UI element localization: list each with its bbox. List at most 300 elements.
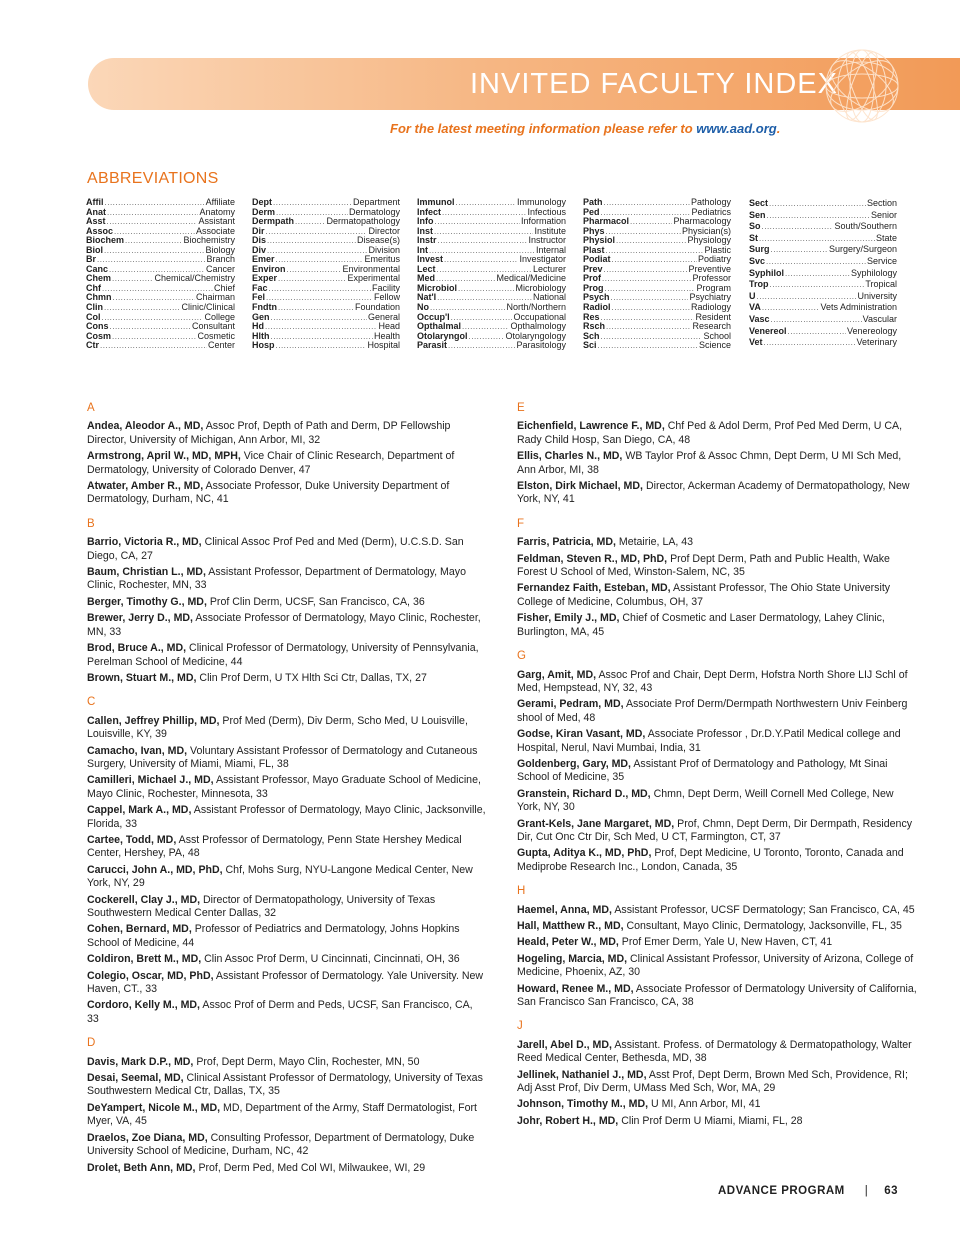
dot-leader <box>770 279 865 291</box>
dot-leader <box>97 255 205 265</box>
abbreviation-meaning: Chief <box>213 282 235 293</box>
faculty-affiliation: Chf Ped & Adol Derm, Prof Ped Med Derm, U CA, Rady Child Hosp, San Diego, CA, 48 <box>517 420 903 446</box>
abbreviation-meaning: University <box>857 290 897 301</box>
abbreviation-meaning: Foundation <box>354 302 400 313</box>
abbreviation-meaning: Information <box>520 216 566 227</box>
faculty-affiliation: Assistant Professor of Dermatology, Mayo Clinic, Jacksonville, Florida, 33 <box>87 804 486 830</box>
faculty-affiliation: Consultant, Mayo Clinic, Dermatology, Jacksonville, FL, 35 <box>626 920 902 932</box>
faculty-name: Armstrong, April W., MD, MPH, <box>87 450 241 463</box>
abbreviation-key: Biol <box>86 244 103 255</box>
faculty-entry <box>517 698 917 725</box>
faculty-entry <box>87 923 487 950</box>
dot-leader <box>269 284 371 294</box>
abbreviation-meaning: Physiology <box>687 235 731 246</box>
faculty-entry <box>87 566 487 593</box>
abbreviation-meaning: Opthalmology <box>510 321 566 332</box>
abbreviation-meaning: Institute <box>534 225 566 236</box>
abbreviation-meaning: Environmental <box>342 263 400 274</box>
abbreviation-key: Vet <box>749 337 763 348</box>
dot-leader <box>287 265 342 275</box>
faculty-affiliation: Associate Prof Derm/Dermpath Northwestern Univ Feinberg shool of Med, 48 <box>517 698 908 724</box>
abbreviation-key: Rsch <box>583 321 606 332</box>
abbreviation-row <box>749 326 897 338</box>
abbreviation-key: Hosp <box>252 340 275 351</box>
dot-leader <box>107 208 198 218</box>
faculty-entry <box>517 788 917 815</box>
faculty-name: Brod, Bruce A., MD, <box>87 642 187 655</box>
abbreviation-key: Sch <box>583 330 600 341</box>
faculty-affiliation: Director of Dermatopathology, University of Texas Southwestern Medical Center Dallas, 32 <box>87 893 436 919</box>
faculty-name: Camacho, Ivan, MD, <box>87 744 188 757</box>
abbreviation-key: Opthalmal <box>417 321 462 332</box>
abbreviation-meaning: North/Northern <box>506 302 566 313</box>
abbreviation-row <box>86 274 235 284</box>
footer-separator: | <box>864 1185 869 1197</box>
abbreviation-key: Vasc <box>749 313 770 324</box>
dot-leader <box>278 303 354 313</box>
faculty-entry <box>87 480 487 507</box>
abbreviation-meaning: Podiatry <box>697 254 731 265</box>
faculty-name: Cordoro, Kelly M., MD, <box>87 999 201 1012</box>
faculty-affiliation: Chmn, Dept Derm, Weill Cornell Med College, New York, NY, 30 <box>517 787 894 814</box>
faculty-affiliation: Prof, Chmn, Dept Derm, Dir Dermpath, Residency Dir, Cut Onc Ctr Dir, Sch Med, U CT, Farmington, CT, 37 <box>517 817 913 843</box>
faculty-affiliation: Prof, Derm Ped, Med Col WI, Milwaukee, WI, 29 <box>198 1161 426 1174</box>
faculty-affiliation: Prof Dept Derm, Path and Public Health, Wake Forest U School of Med, Winston-Salem, NC, 35 <box>517 552 890 579</box>
section-letter: A <box>87 402 95 414</box>
abbreviation-key: Res <box>583 311 600 322</box>
page-title: INVITED FACULTY INDEX <box>470 68 838 100</box>
dot-leader <box>438 236 528 246</box>
faculty-entry <box>517 553 917 580</box>
faculty-entry <box>517 904 917 917</box>
dot-leader <box>762 302 820 314</box>
abbreviation-row <box>86 341 235 351</box>
dot-leader <box>598 341 698 351</box>
abbreviation-key: Fndtn <box>252 302 277 313</box>
abbreviation-key: Occup'l <box>417 311 450 322</box>
abbreviation-key: Sen <box>749 209 766 220</box>
dot-leader <box>267 246 367 256</box>
faculty-name: Coldiron, Brett M., MD, <box>87 953 202 966</box>
letter-section <box>87 1037 487 1175</box>
faculty-affiliation: WB Taylor Prof & Assoc Chmn, Dept Derm, U MI Sch Med, Ann Arbor, MI, 38 <box>517 450 902 476</box>
abbreviation-key: Venereol <box>749 325 787 336</box>
abbreviation-row <box>749 279 897 291</box>
abbreviation-meaning: Physician(s) <box>681 225 731 236</box>
abbreviation-key: Br <box>86 254 97 265</box>
abbreviation-row <box>749 233 897 245</box>
abbreviation-meaning: Resident <box>695 311 731 322</box>
faculty-affiliation: Clin Assoc Prof Derm, U Cincinnati, Cincinnati, OH, 36 <box>204 953 460 966</box>
section-letter: F <box>517 517 525 530</box>
dot-leader <box>442 208 526 218</box>
dot-leader <box>265 322 377 332</box>
abbreviation-key: Affil <box>86 197 104 207</box>
abbreviation-key: Gen <box>252 311 270 322</box>
faculty-affiliation: Assistant Professor, Mayo Graduate School of Medicine, Mayo Clinic, Rochester, Minnesota, 33 <box>87 774 481 800</box>
abbreviation-meaning: Branch <box>206 254 235 265</box>
abbreviation-key: Sect <box>749 198 769 208</box>
dot-leader <box>278 274 346 284</box>
abbreviation-meaning: South/Southern <box>834 221 897 232</box>
abbreviation-key: Dis <box>252 235 267 246</box>
abbreviation-key: Canc <box>86 263 109 274</box>
dot-leader <box>104 246 204 256</box>
faculty-name: Berger, Timothy G., MD, <box>87 595 207 608</box>
abbreviation-meaning: Cancer <box>205 263 235 274</box>
faculty-name: Desai, Seemal, MD, <box>87 1072 184 1085</box>
faculty-entry <box>87 804 487 831</box>
abbreviation-meaning: Preventive <box>688 263 731 274</box>
abbreviation-meaning: Microbiology <box>515 282 566 293</box>
faculty-entry <box>517 420 917 447</box>
abbreviation-key: Col <box>86 311 101 322</box>
faculty-affiliation: Associate Professor of Dermatology University of California, San Francisco San Francisco, CA, 38 <box>517 982 917 1009</box>
abbreviation-key: Prof <box>583 273 601 284</box>
faculty-name: Hall, Matthew R., MD, <box>517 920 624 932</box>
abbreviation-meaning: Chemical/Chemistry <box>154 273 235 284</box>
abbreviation-column <box>749 198 897 349</box>
faculty-entry <box>87 672 487 685</box>
faculty-entry <box>87 715 487 742</box>
dot-leader <box>759 233 875 245</box>
abbreviation-meaning: Section <box>866 198 897 208</box>
dot-leader <box>771 244 828 256</box>
faculty-affiliation: Chief of Cosmetic and Laser Dermatology, Lahey Clinic, Burlington, MA, 45 <box>517 612 885 638</box>
abbreviation-row <box>749 256 897 268</box>
faculty-entry <box>87 970 487 997</box>
faculty-name: Fernandez Faith, Esteban, MD, <box>517 582 671 595</box>
abbreviation-key: Ctr <box>86 340 99 351</box>
dot-leader <box>112 332 196 342</box>
abbreviation-key: Infect <box>417 206 442 217</box>
footer-label: ADVANCE PROGRAM <box>718 1185 845 1197</box>
faculty-affiliation: Professor of Pediatrics and Dermatology, Johns Hopkins School of Medicine, 44 <box>87 923 460 949</box>
abbreviation-key: Dir <box>252 225 265 236</box>
faculty-entry <box>87 834 487 861</box>
abbreviation-row <box>749 221 897 233</box>
abbreviation-key: Inst <box>417 225 434 236</box>
abbreviation-row <box>583 341 731 351</box>
section-letter: D <box>87 1037 96 1050</box>
faculty-name: Ellis, Charles N., MD, <box>517 450 623 463</box>
faculty-name: Howard, Renee M., MD, <box>517 982 634 995</box>
faculty-affiliation: Assistant Professor of Dermatology. Yale University. New Haven, CT., 33 <box>87 969 484 996</box>
abbreviation-key: Surg <box>749 244 770 255</box>
abbreviation-meaning: Dermatopathology <box>326 216 400 227</box>
dot-leader <box>276 341 367 351</box>
abbreviation-meaning: Investigator <box>519 254 566 265</box>
faculty-entry <box>517 536 917 549</box>
letter-section <box>87 402 487 507</box>
abbreviation-key: Chf <box>86 282 101 293</box>
faculty-name: Draelos, Zoe Diana, MD, <box>87 1131 208 1144</box>
dot-leader <box>112 274 153 284</box>
dot-leader <box>769 198 866 210</box>
abbreviation-meaning: Anatomy <box>199 206 235 217</box>
abbreviation-key: Cons <box>86 321 109 332</box>
dot-leader <box>766 256 866 268</box>
abbreviation-key: Hlth <box>252 330 270 341</box>
abbreviation-meaning: Science <box>698 340 731 351</box>
faculty-name: Atwater, Amber R., MD, <box>87 480 204 493</box>
dot-leader <box>444 255 518 265</box>
faculty-entry <box>517 1039 917 1066</box>
faculty-name: Davis, Mark D.P., MD, <box>87 1055 194 1068</box>
abbreviation-key: Podiat <box>583 254 611 265</box>
faculty-name: Feldman, Steven R., MD, PhD, <box>517 552 668 565</box>
faculty-name: Cockerell, Clay J., MD, <box>87 893 201 906</box>
abbreviation-key: Microbiol <box>417 282 457 293</box>
faculty-entry <box>87 420 487 447</box>
abbreviation-key: So <box>749 221 761 232</box>
letter-section <box>87 518 487 685</box>
abbreviation-meaning: Psychiatry <box>689 292 731 303</box>
faculty-entry <box>517 818 917 845</box>
abbreviation-meaning: Center <box>207 340 235 351</box>
faculty-name: Heald, Peter W., MD, <box>517 936 619 949</box>
faculty-affiliation: Asst Professor of Dermatology, Penn State Hershey Medical Center, Hershey, PA, 48 <box>87 833 462 860</box>
dot-leader <box>448 341 515 351</box>
faculty-entry <box>87 894 487 921</box>
faculty-name: Drolet, Beth Ann, MD, <box>87 1161 196 1174</box>
faculty-index-left-column <box>87 400 487 1186</box>
faculty-entry <box>517 758 917 785</box>
tagline-text: For the latest meeting information please refer to <box>390 121 693 136</box>
abbreviation-key: Exper <box>252 273 278 284</box>
faculty-affiliation: Voluntary Assistant Professor of Dermatology and Cutaneous Surgery, University of Miami, Miami, FL, 38 <box>87 744 478 770</box>
dot-leader <box>110 322 191 332</box>
abbreviation-meaning: Health <box>373 330 400 341</box>
faculty-entry <box>87 774 487 801</box>
abbreviation-key: Lect <box>417 263 436 274</box>
faculty-affiliation: Associate Professor , Dr.D.Y.Patil Medical college and Hospital, Nerul, Navi Mumbai, India, 31 <box>517 728 901 754</box>
faculty-name: Cappel, Mark A., MD, <box>87 804 192 817</box>
abbreviation-meaning: Internal <box>535 244 566 255</box>
faculty-affiliation: Assoc Prof and Chair, Dept Derm, Hofstra North Shore LIJ Schl of Med, Hempstead, NY, 32, 43 <box>517 668 908 694</box>
letter-section <box>87 696 487 1026</box>
abbreviation-column <box>86 198 235 351</box>
abbreviation-meaning: Pathology <box>690 197 731 207</box>
faculty-entry <box>87 1072 487 1099</box>
aad-website-link[interactable]: www.aad.org <box>696 121 777 136</box>
faculty-affiliation: Chf, Mohs Surg, NYU-Langone Medical Center, New York, NY, 29 <box>87 863 473 890</box>
globe-wireframe-icon <box>820 44 904 128</box>
faculty-affiliation: Asst Prof, Dept Derm, Brown Med Sch, Providence, RI; Adj Asst Prof, Div Derm, UMass Med Sch, Wor, MA, 29 <box>517 1068 908 1095</box>
abbreviation-meaning: School <box>703 330 731 341</box>
abbreviation-key: Phys <box>583 225 605 236</box>
abbreviation-meaning: Emeritus <box>364 254 400 265</box>
faculty-affiliation: Vice Chair of Clinic Research, Department of Dermatology, University of Colorado Denver, 47 <box>87 450 455 476</box>
letter-section <box>517 650 917 874</box>
faculty-affiliation: Associate Professor, Duke University Department of Dermatology, Durham, NC, 41 <box>87 480 450 506</box>
dot-leader <box>107 217 198 227</box>
abbreviation-meaning: Cosmetic <box>197 330 235 341</box>
faculty-affiliation: Consulting Professor, Department of Dermatology, Duke University School of Medicine, Durham, NC, 42 <box>87 1131 475 1158</box>
abbreviation-row <box>749 337 897 349</box>
abbreviation-meaning: Plastic <box>704 244 731 255</box>
dot-leader <box>604 265 688 275</box>
abbreviation-meaning: General <box>367 311 400 322</box>
abbreviation-row <box>749 198 897 210</box>
meeting-info-tagline <box>390 121 780 136</box>
faculty-name: Baum, Christian L., MD, <box>87 566 206 579</box>
faculty-affiliation: Assoc Prof, Depth of Path and Derm, DP Fellowship Director, University of Michigan, Ann Arbor, MI, 32 <box>87 420 451 446</box>
faculty-affiliation: Associate Professor of Dermatology, Mayo Clinic, Rochester, MN, 33 <box>87 612 481 638</box>
abbreviation-key: Prog <box>583 282 604 293</box>
dot-leader <box>273 198 352 208</box>
abbreviation-meaning: Assistant <box>198 216 235 227</box>
faculty-entry <box>517 1069 917 1096</box>
abbreviation-key: Psych <box>583 292 610 303</box>
abbreviation-meaning: National <box>532 292 566 303</box>
faculty-affiliation: Clinical Assistant Professor of Dermatology, University of Texas Southwestern Medical Ctr, Dallas, TX, 35 <box>87 1072 483 1098</box>
abbreviation-meaning: Professor <box>692 273 731 284</box>
faculty-affiliation: Assistant Professor, UCSF Dermatology; San Francisco, CA, 45 <box>614 903 915 916</box>
abbreviation-key: Trop <box>749 279 769 290</box>
faculty-entry <box>517 953 917 980</box>
letter-section <box>517 1020 917 1128</box>
dot-leader <box>458 284 514 294</box>
faculty-affiliation: Assoc Prof of Derm and Peds, UCSF, San Francisco, CA, 33 <box>87 999 473 1025</box>
dot-leader <box>606 246 704 256</box>
faculty-entry <box>87 642 487 669</box>
faculty-entry <box>517 728 917 755</box>
faculty-name: Andea, Aleodor A., MD, <box>87 420 204 433</box>
dot-leader <box>604 198 690 208</box>
abbreviation-meaning: Vets Administration <box>820 302 897 313</box>
faculty-entry <box>87 536 487 563</box>
dot-leader <box>616 236 686 246</box>
faculty-entry <box>87 612 487 639</box>
faculty-affiliation: Assistant Professor, Department of Dermatology, Mayo Clinic, Rochester, MN, 33 <box>87 566 466 592</box>
abbreviation-key: Dermpath <box>252 216 295 227</box>
section-letter: J <box>517 1020 523 1033</box>
abbreviation-meaning: Division <box>368 244 400 255</box>
abbreviation-key: Div <box>252 244 267 255</box>
faculty-affiliation: U MI, Ann Arbor, MI, 41 <box>651 1098 761 1111</box>
page-number: 63 <box>884 1185 899 1197</box>
faculty-name: Brewer, Jerry D., MD, <box>87 612 193 625</box>
faculty-name: Gupta, Aditya K., MD, PhD, <box>517 847 652 860</box>
faculty-affiliation: Prof Emer Derm, Yale U, New Haven, CT, 41 <box>621 936 833 949</box>
faculty-name: Carucci, John A., MD, PhD, <box>87 863 223 876</box>
faculty-affiliation: Clin Prof Derm U Miami, Miami, FL, 28 <box>621 1114 803 1127</box>
abbreviation-key: Prev <box>583 263 603 274</box>
letter-section <box>517 518 917 639</box>
abbreviation-row <box>417 341 566 351</box>
abbreviation-key: Environ <box>252 263 286 274</box>
abbreviation-meaning: Facility <box>371 282 400 293</box>
abbreviation-meaning: Pharmacology <box>673 216 731 227</box>
faculty-entry <box>87 1102 487 1129</box>
abbreviation-meaning: Vascular <box>862 313 897 324</box>
abbreviation-key: Sci <box>583 340 597 351</box>
section-letter: B <box>87 517 95 530</box>
abbreviation-key: Pharmacol <box>583 216 630 227</box>
faculty-name: Godse, Kiran Vasant, MD, <box>517 728 646 741</box>
abbreviation-key: Emer <box>252 254 275 265</box>
dot-leader <box>271 332 373 342</box>
faculty-name: Johnson, Timothy M., MD, <box>517 1098 649 1111</box>
abbreviation-key: Derm <box>252 206 276 217</box>
abbreviation-meaning: Syphilology <box>850 267 897 278</box>
faculty-name: Grant-Kels, Jane Margaret, MD, <box>517 817 675 830</box>
faculty-entry <box>517 1098 917 1111</box>
abbreviation-meaning: Clinic/Clinical <box>181 302 235 313</box>
faculty-affiliation: Clin Prof Derm, U TX Hlth Sci Ctr, Dallas, TX, 27 <box>199 671 427 684</box>
faculty-entry <box>517 669 917 696</box>
abbreviation-column <box>417 198 566 351</box>
faculty-name: Haemel, Anna, MD, <box>517 903 612 916</box>
abbreviation-key: Asst <box>86 216 106 227</box>
dot-leader <box>105 198 205 208</box>
abbreviation-key: Biochem <box>86 235 125 246</box>
dot-leader <box>605 284 696 294</box>
letter-section <box>517 402 917 507</box>
faculty-name: Eichenfield, Lawrence F., MD, <box>517 420 665 433</box>
faculty-entry <box>87 864 487 891</box>
abbreviation-meaning: Otolaryngology <box>505 330 566 341</box>
abbreviation-key: Fac <box>252 282 268 293</box>
dot-leader <box>788 326 846 338</box>
abbreviation-meaning: Associate <box>195 225 235 236</box>
dot-leader <box>435 217 520 227</box>
dot-leader <box>601 313 695 323</box>
dot-leader <box>785 268 850 280</box>
abbreviation-key: Otolaryngol <box>417 330 468 341</box>
abbreviation-meaning: Lecturer <box>532 263 566 274</box>
abbreviation-meaning: Instructor <box>528 235 566 246</box>
faculty-entry <box>517 480 917 507</box>
abbreviations-heading: ABBREVIATIONS <box>87 170 219 187</box>
abbreviation-key: Plast <box>583 244 605 255</box>
faculty-name: Garg, Amit, MD, <box>517 668 597 681</box>
abbreviation-key: St <box>749 232 758 243</box>
abbreviation-meaning: Occupational <box>513 311 566 322</box>
faculty-affiliation: Metairie, LA, 43 <box>618 536 694 549</box>
faculty-entry <box>517 450 917 477</box>
abbreviation-meaning: Experimental <box>347 273 400 284</box>
abbreviation-meaning: Dermatology <box>348 206 400 217</box>
faculty-name: Johr, Robert H., MD, <box>517 1114 619 1127</box>
abbreviation-meaning: Senior <box>870 209 897 220</box>
abbreviation-key: Ped <box>583 206 600 217</box>
faculty-entry <box>517 1115 917 1128</box>
abbreviation-column <box>252 198 400 351</box>
dot-leader <box>469 332 505 342</box>
abbreviation-key: Dept <box>252 197 272 207</box>
dot-leader <box>456 198 516 208</box>
faculty-entry <box>517 920 917 933</box>
dot-leader <box>100 341 207 351</box>
dot-leader <box>267 236 356 246</box>
abbreviation-key: Int <box>417 244 428 255</box>
faculty-name: Hogeling, Marcia, MD, <box>517 952 628 965</box>
dot-leader <box>764 337 856 349</box>
abbreviation-key: Anat <box>86 206 106 217</box>
faculty-name: Granstein, Richard D., MD, <box>517 787 651 800</box>
abbreviation-key: Parasit <box>417 340 448 351</box>
abbreviation-meaning: Director <box>368 225 400 236</box>
abbreviation-key: Syphilol <box>749 267 785 278</box>
abbreviation-meaning: Biology <box>205 244 235 255</box>
abbreviation-key: Path <box>583 197 603 207</box>
abbreviation-meaning: Biochemistry <box>183 235 235 246</box>
dot-leader <box>606 322 691 332</box>
faculty-affiliation: Prof, Dept Medicine, U Toronto, Toronto, Canada and Mediprobe Research Inc., London, Canada, 35 <box>517 847 904 873</box>
abbreviation-row <box>749 314 897 326</box>
